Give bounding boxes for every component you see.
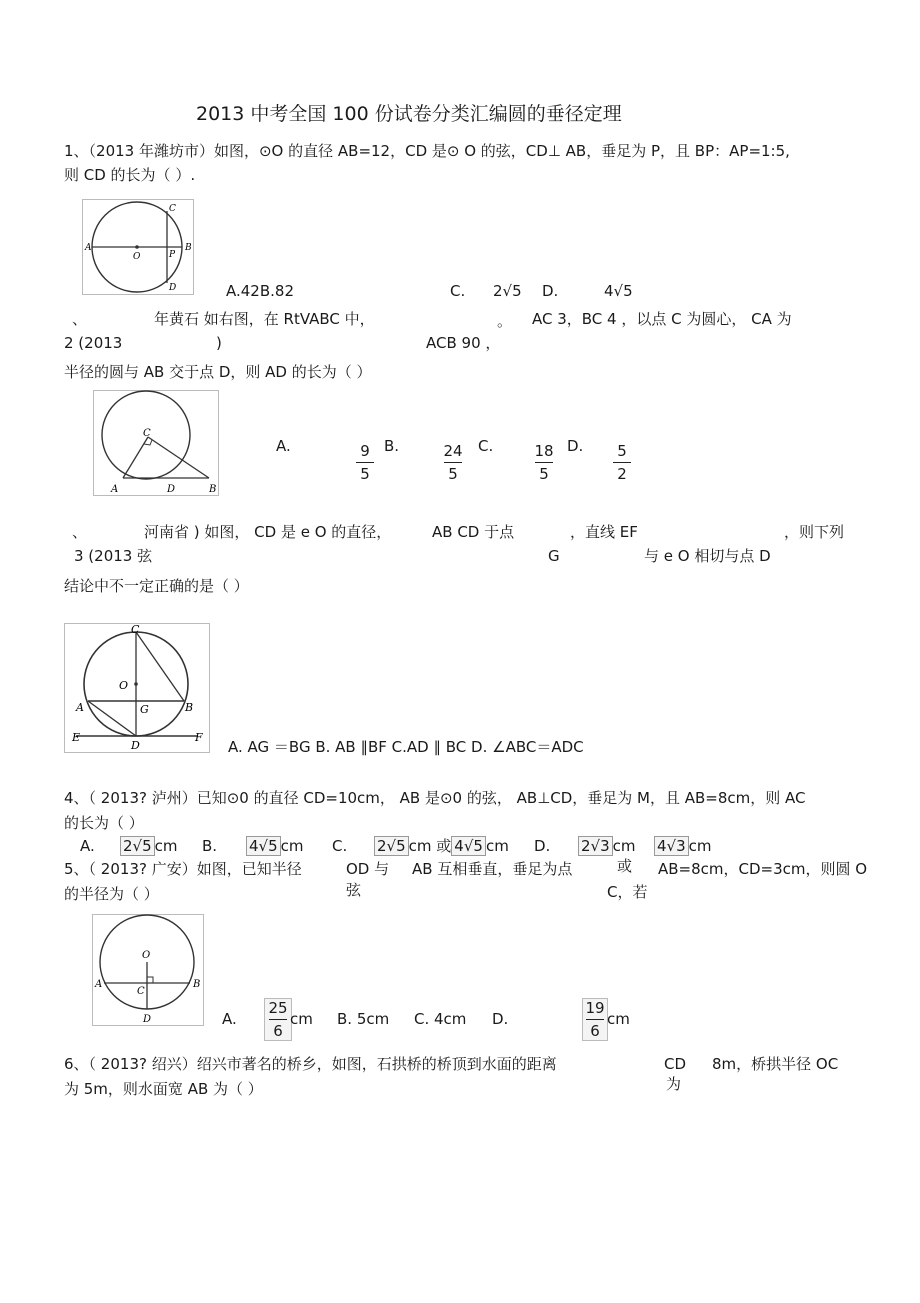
q2-close-paren: )	[216, 334, 222, 352]
q5-or: 或	[617, 857, 633, 875]
q3-line2: 结论中不一定正确的是（ ）	[64, 577, 249, 595]
q1-label-d: D	[169, 283, 177, 293]
q2-option-d-fraction	[612, 442, 632, 483]
q2-angle-acb: ACB 90 ，	[426, 334, 501, 352]
q1-option-c: C.	[450, 282, 466, 300]
q1-line1: 1、（2013 年潍坊市）如图，⊙O 的直径 AB=12，CD 是⊙ O 的弦，CD⊥ AB，垂足为 P，且 BP：AP=1:5,	[64, 142, 790, 160]
q4-option-b-unit: cm	[280, 837, 304, 855]
q4-option-c-radical-2: 4√5	[451, 836, 486, 856]
q5-label-d: D	[143, 1014, 152, 1025]
q3-segment-cb	[136, 632, 184, 701]
q1-option-ab: A.42B.82	[226, 282, 294, 300]
q5-intro: 5、（ 2013? 广安）如图，已知半径	[64, 860, 302, 878]
q5-figure	[92, 914, 204, 1026]
q4-option-d-unit-2: cm	[688, 837, 712, 855]
q5-option-a-unit: cm	[290, 1010, 313, 1028]
q4-option-c-or: cm 或	[408, 837, 452, 855]
q5-option-a-numerator: 25	[268, 999, 288, 1017]
q1-label-a: A	[85, 243, 92, 253]
q5-option-a-fraction	[264, 998, 292, 1041]
q3-point-g: G	[548, 547, 560, 565]
q1-option-d-value: 4√5	[604, 282, 633, 300]
q2-given-sides: AC 3，BC 4 ，以点 C 为圆心， CA 为	[532, 310, 792, 328]
q4-option-d-radical-2: 4√3	[654, 836, 689, 856]
q2-option-a-denominator: 5	[360, 465, 370, 483]
q2-side-cb	[148, 437, 209, 478]
q1-option-d: D.	[542, 282, 559, 300]
q5-option-a-denominator: 6	[273, 1022, 283, 1040]
q2-number-mark: 、	[72, 310, 88, 328]
q5-od: OD 与	[346, 860, 390, 878]
q4-option-a-radical: 2√5	[120, 836, 155, 856]
q4-option-b-value	[246, 836, 304, 856]
q5-option-a: A.	[222, 1010, 237, 1028]
q3-label-a: A	[76, 701, 84, 714]
q2-option-c-denominator: 5	[539, 465, 549, 483]
q2-option-b-denominator: 5	[448, 465, 458, 483]
q3-number-mark: 、	[72, 523, 88, 541]
q5-option-d: D.	[492, 1010, 509, 1028]
q1-label-b: B	[185, 243, 192, 253]
q3-number: 3 (2013 弦	[74, 547, 153, 565]
q2-option-c: C.	[478, 437, 494, 455]
q2-option-d: D.	[567, 437, 584, 455]
q1-label-c: C	[169, 204, 176, 214]
q6-radius: 8m，桥拱半径 OC	[712, 1055, 839, 1073]
q2-option-a-fraction	[355, 442, 375, 483]
q3-label-c: C	[131, 623, 140, 636]
q4-option-d-radical-1: 2√3	[578, 836, 613, 856]
q3-label-f: F	[195, 731, 203, 744]
q2-label-a: A	[111, 484, 119, 495]
q2-option-a: A.	[276, 437, 291, 455]
q5-option-d-fraction	[582, 998, 608, 1041]
q2-label-b: B	[209, 484, 217, 495]
q4-option-extra	[654, 836, 712, 856]
q4-option-c-unit: cm	[485, 837, 509, 855]
q2-option-b-numerator: 24	[443, 442, 463, 460]
q3-line-ef: ，直线 EF	[570, 523, 638, 541]
q4-option-a-unit: cm	[154, 837, 178, 855]
q2-label-d: D	[167, 484, 176, 495]
q1-label-o: O	[133, 252, 141, 262]
q2-source: 年黄石 如右图，在 RtVABC 中，	[154, 310, 375, 328]
q2-option-d-denominator: 2	[617, 465, 627, 483]
q5-point-c: C，若	[607, 883, 648, 901]
q3-label-d: D	[131, 739, 140, 752]
q2-option-b: B.	[384, 437, 400, 455]
q4-option-c-radical-1: 2√5	[374, 836, 409, 856]
q4-option-d-unit-1: cm	[612, 837, 636, 855]
q5-given: AB=8cm，CD=3cm，则圆 O	[658, 860, 868, 878]
q6-cd: CD	[664, 1055, 687, 1073]
q1-figure	[82, 199, 194, 295]
q4-option-c: C.	[332, 837, 348, 855]
q4-option-d-value	[578, 836, 636, 856]
q4-option-a: A.	[80, 837, 95, 855]
q4-option-b: B.	[202, 837, 218, 855]
q1-line2: 则 CD 的长为（ ）.	[64, 166, 196, 184]
q1-label-p: P	[169, 250, 176, 260]
q2-option-c-numerator: 18	[534, 442, 554, 460]
q3-label-g: G	[140, 703, 149, 716]
q2-option-d-numerator: 5	[617, 442, 627, 460]
q5-line2: 的半径为（ ）	[64, 885, 159, 903]
q4-option-c-value	[374, 836, 509, 856]
q6-wei: 为	[666, 1075, 682, 1093]
q5-chord-word: 弦	[346, 881, 362, 899]
q3-tangent: 与 e O 相切与点 D	[644, 547, 771, 565]
q5-option-c: C. 4cm	[414, 1010, 467, 1028]
q5-option-d-numerator: 19	[585, 999, 605, 1017]
q2-line2: 半径的圆与 AB 交于点 D，则 AD 的长为（ ）	[64, 363, 372, 381]
q5-option-d-unit: cm	[607, 1010, 630, 1028]
q3-label-o: O	[119, 679, 129, 692]
q4-option-a-value	[120, 836, 178, 856]
q5-label-o: O	[142, 950, 151, 961]
q2-option-c-fraction	[530, 442, 558, 483]
q4-line2: 的长为（ ）	[64, 814, 144, 832]
q6-line2: 为 5m，则水面宽 AB 为（ ）	[64, 1080, 263, 1098]
q3-figure	[64, 623, 210, 753]
q5-label-c: C	[137, 986, 145, 997]
q2-side-ac	[123, 437, 148, 478]
q2-number: 2 (2013	[64, 334, 123, 352]
q3-source: 河南省 ) 如图， CD 是 e O 的直径，	[144, 523, 392, 541]
q6-intro: 6、（ 2013? 绍兴）绍兴市著名的桥乡，如图，石拱桥的桥顶到水面的距离	[64, 1055, 557, 1073]
q4-option-b-radical: 4√5	[246, 836, 281, 856]
q4-line1: 4、（ 2013? 泸州）已知⊙0 的直径 CD=10cm， AB 是⊙0 的弦， AB⊥CD，垂足为 M，且 AB=8cm，则 AC	[64, 789, 806, 807]
q5-ab-perp: AB 互相垂直，垂足为点	[412, 860, 573, 878]
q2-figure	[93, 390, 219, 496]
q5-label-b: B	[193, 979, 201, 990]
q3-options: A. AG ＝BG B. AB ∥BF C.AD ∥ BC D. ∠ABC＝ADC	[228, 738, 584, 756]
q1-option-c-value: 2√5	[493, 282, 522, 300]
q2-option-b-fraction	[439, 442, 467, 483]
q5-label-a: A	[95, 979, 103, 990]
page-title: 2013 中考全国 100 份试卷分类汇编圆的垂径定理	[196, 103, 622, 125]
q4-option-d: D.	[534, 837, 551, 855]
q2-label-c: C	[143, 428, 151, 439]
q5-option-d-denominator: 6	[590, 1022, 600, 1040]
q3-label-b: B	[185, 701, 194, 714]
q3-ab-perp-cd: AB CD 于点	[432, 523, 515, 541]
q2-circle-mark: 。	[497, 312, 513, 330]
q5-option-b: B. 5cm	[337, 1010, 390, 1028]
q2-option-a-numerator: 9	[360, 442, 370, 460]
q3-label-e: E	[72, 731, 81, 744]
q3-then: ，则下列	[784, 523, 845, 541]
